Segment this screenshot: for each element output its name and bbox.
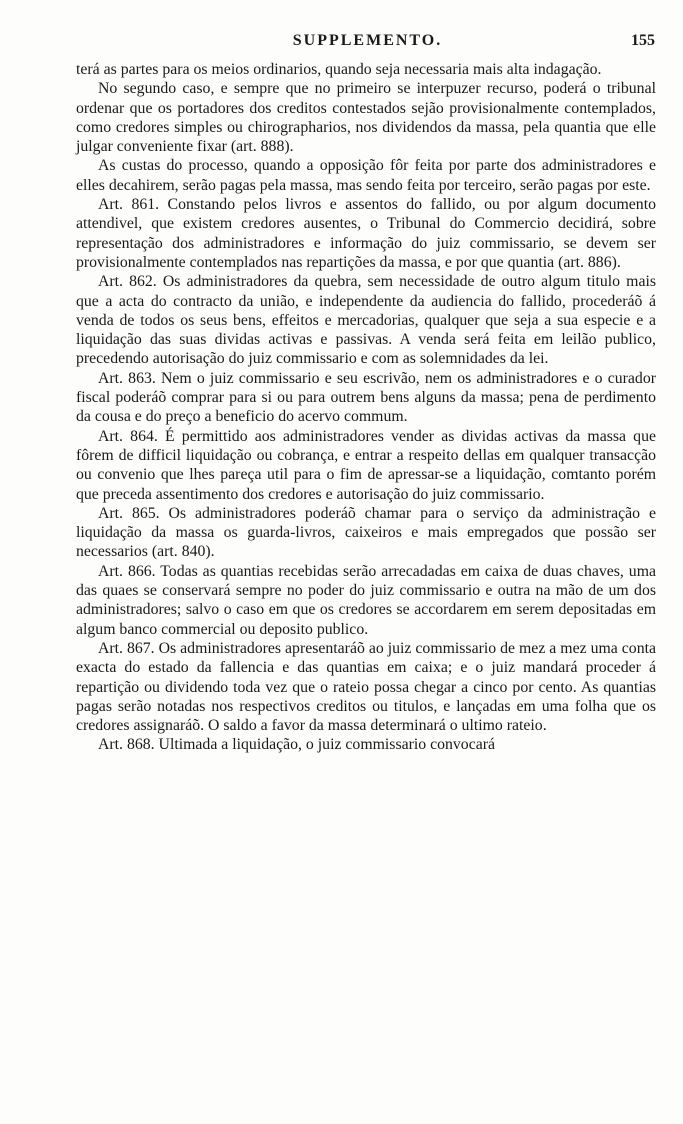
paragraph: No segundo caso, e sempre que no primeiro se interpuzer recurso, poderá o tribunal ordenar que os portadores dos creditos contestados sejão provisionalmente contemplados, como credores simples ou chirographarios, nos dividendos da massa, pela quantia que elle julgar conveniente fixar (art. 888). — [76, 80, 656, 156]
article-863: Art. 863. Nem o juiz commissario e seu escrivão, nem os administradores e o curador fiscal poderáõ comprar para si ou para outrem bens alguns da massa; pena de perdimento da cousa e do preço a beneficio do acervo commum. — [76, 369, 656, 426]
article-868: Art. 868. Ultimada a liquidação, o juiz commissario convocará — [98, 736, 495, 754]
article-866: Art. 866. Todas as quantias recebidas serão arrecadadas em caixa de duas chaves, uma das quaes se conservará sempre no poder do juiz commissario e outra na mão de um dos administradores; salvo o caso em que os credores se accordarem em serem depositadas em algum banco commercial ou deposito publico. — [76, 562, 656, 638]
paragraph-continuation: terá as partes para os meios ordinarios, quando seja necessaria mais alta indagação. — [76, 61, 602, 78]
article-867: Art. 867. Os administradores apresentaráõ ao juiz commissario de mez a mez uma conta exacta do estado da fallencia e das quantias em caixa; e o juiz mandará proceder á repartição ou dividendo toda vez que o rateio possa chegar a cinco por cento. As quantias pagas serão notadas nos respectivos creditos ou titulos, e lançadas em uma folha que os credores assignaráõ. O saldo a favor da massa determinará o ultimo rateio. — [76, 639, 656, 735]
page-number: 155 — [631, 32, 655, 49]
article-864: Art. 864. É permittido aos administradores vender as dividas activas da massa que fôrem de difficil liquidação ou cobrança, e entrar a respeito dellas em qualquer transacção ou convenio que lhes pareça util para o fim de apressar-se a liquidação, comtanto porém que preceda assentimento dos credores e autorisação do juiz commissario. — [76, 427, 656, 503]
running-title: SUPPLEMENTO. — [292, 32, 443, 49]
article-861: Art. 861. Constando pelos livros e assentos do fallido, ou por algum documento attendivel, que existem credores ausentes, o Tribunal do Commercio decidirá, sobre representação dos administradores e informação do juiz commissario, se devem ser provisionalmente contemplados nas repartições da massa, e por que quantia (art. 886). — [76, 196, 656, 271]
page-header — [80, 32, 655, 56]
body-text — [76, 60, 656, 755]
paragraph: As custas do processo, quando a opposição fôr feita por parte dos administradores e elles decahirem, serão pagas pela massa, mas sendo feita por terceiro, serão pagas por este. — [76, 157, 656, 194]
article-862: Art. 862. Os administradores da quebra, sem necessidade de outro algum titulo mais que a acta do contracto da união, e independente da audiencia do fallido, procederáõ á venda de todos os seus bens, effeitos e mercadorias, qualquer que seja a sua especie e a liquidação das suas dividas activas e passivas. A venda será feita em leilão publico, precedendo autorisação do juiz commissario e com as solemnidades da lei. — [76, 273, 656, 368]
article-865: Art. 865. Os administradores poderáõ chamar para o serviço da administração e liquidação da massa os guarda-livros, caixeiros e mais empregados que possão ser necessarios (art. 840). — [76, 504, 656, 561]
